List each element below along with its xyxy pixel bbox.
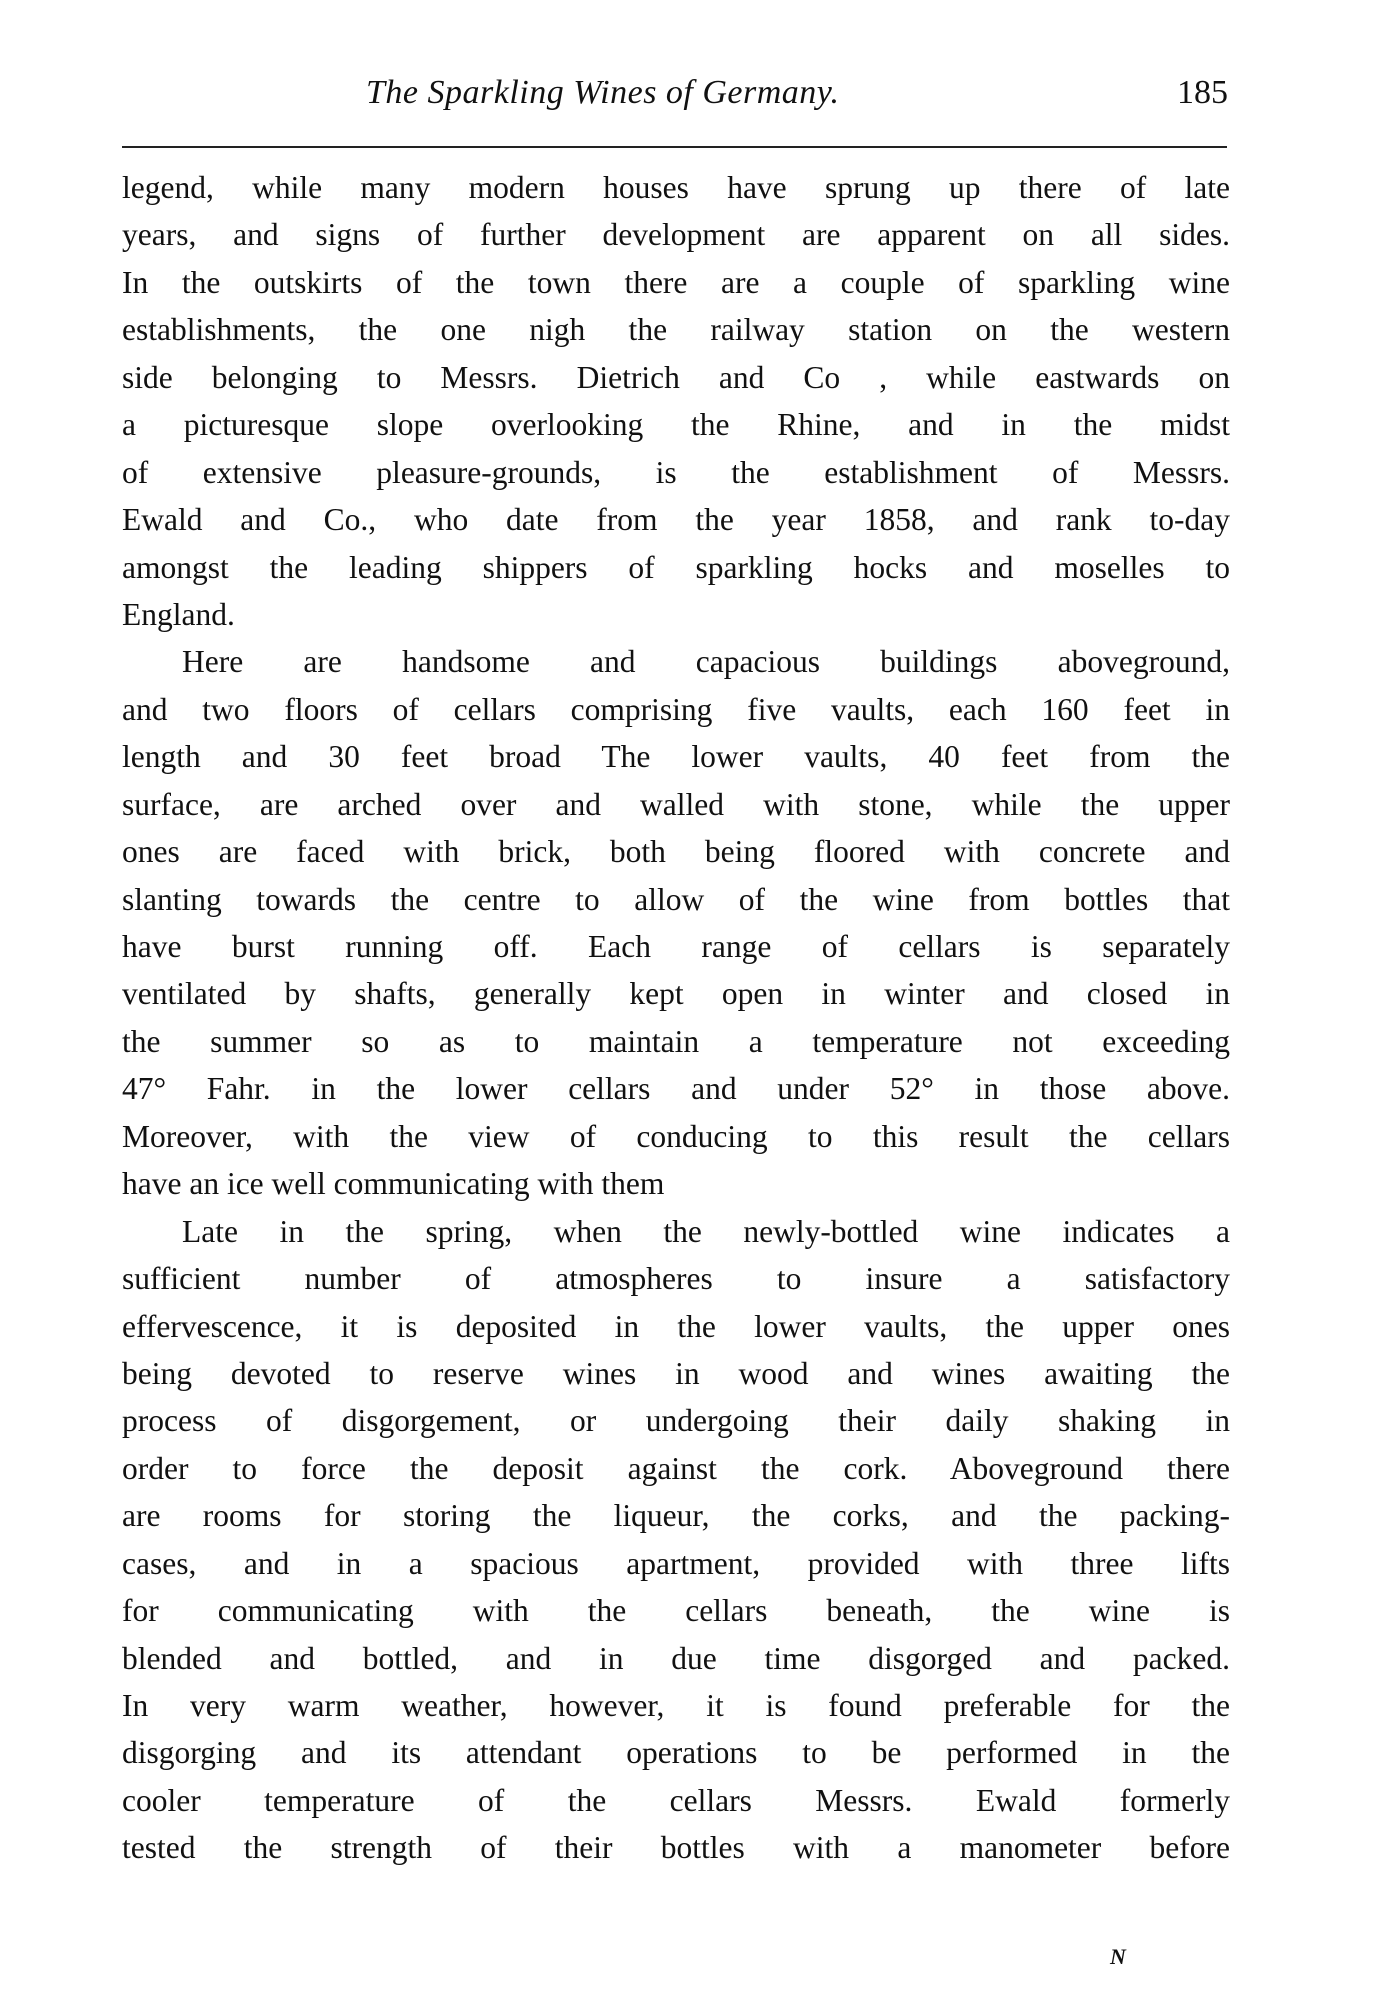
- text-line: sufficient number of atmospheres to insure a satisfactory: [122, 1261, 1230, 1297]
- page-number: 185: [1177, 74, 1228, 111]
- paragraph-start-line: Here are handsome and capacious buildings aboveground,: [182, 644, 1230, 680]
- text-line: and two floors of cellars comprising five vaults, each 160 feet in: [122, 691, 1230, 727]
- text-line: for communicating with the cellars beneath, the wine is: [122, 1593, 1230, 1629]
- signature-mark: N: [1110, 1944, 1126, 1969]
- text-line: amongst the leading shippers of sparkling hocks and moselles to: [122, 549, 1230, 585]
- text-line: order to force the deposit against the cork. Aboveground there: [122, 1450, 1230, 1486]
- text-line: have an ice well communicating with them: [122, 1166, 665, 1202]
- running-header: [121, 74, 1228, 126]
- text-line: surface, are arched over and walled with stone, while the upper: [122, 786, 1230, 822]
- text-line: Moreover, with the view of conducing to this result the cellars: [122, 1118, 1230, 1154]
- text-line: cooler temperature of the cellars Messrs. Ewald formerly: [122, 1782, 1230, 1818]
- paragraph-start-line: Late in the spring, when the newly-bottled wine indicates a: [182, 1213, 1230, 1249]
- text-line: are rooms for storing the liqueur, the corks, and the packing-: [122, 1498, 1230, 1534]
- text-line: have burst running off. Each range of cellars is separately: [122, 929, 1230, 964]
- text-line: years, and signs of further development are apparent on all sides.: [122, 217, 1230, 253]
- text-line: Ewald and Co., who date from the year 1858, and rank to-day: [122, 502, 1230, 538]
- text-line: blended and bottled, and in due time disgorged and packed.: [122, 1640, 1230, 1676]
- text-line: ventilated by shafts, generally kept open in winter and closed in: [122, 976, 1230, 1012]
- text-line: of extensive pleasure-grounds, is the establishment of Messrs.: [122, 454, 1230, 490]
- text-line: England.: [122, 596, 235, 632]
- text-line: a picturesque slope overlooking the Rhine, and in the midst: [122, 407, 1230, 443]
- text-line: effervescence, it is deposited in the lower vaults, the upper ones: [122, 1308, 1230, 1344]
- text-line: In the outskirts of the town there are a couple of sparkling wine: [122, 264, 1230, 300]
- text-line: side belonging to Messrs. Dietrich and Co , while eastwards on: [122, 359, 1230, 395]
- text-line: cases, and in a spacious apartment, provided with three lifts: [122, 1545, 1230, 1581]
- running-title: The Sparkling Wines of Germany.: [366, 74, 840, 111]
- text-line: disgorging and its attendant operations to be performed in the: [122, 1735, 1230, 1771]
- text-line: length and 30 feet broad The lower vaults, 40 feet from the: [122, 739, 1230, 775]
- header-rule: [122, 146, 1227, 148]
- text-line: legend, while many modern houses have sprung up there of late: [122, 170, 1230, 205]
- text-line: being devoted to reserve wines in wood and wines awaiting the: [122, 1355, 1230, 1391]
- text-line: slanting towards the centre to allow of the wine from bottles that: [122, 881, 1230, 917]
- text-line: ones are faced with brick, both being floored with concrete and: [122, 834, 1230, 870]
- text-line: tested the strength of their bottles with a manometer before: [122, 1830, 1230, 1866]
- text-line: 47° Fahr. in the lower cellars and under 52° in those above.: [122, 1071, 1230, 1107]
- text-line: In very warm weather, however, it is found preferable for the: [122, 1688, 1230, 1723]
- text-line: process of disgorgement, or undergoing their daily shaking in: [122, 1403, 1230, 1439]
- text-line: establishments, the one nigh the railway station on the western: [122, 312, 1230, 348]
- text-line: the summer so as to maintain a temperature not exceeding: [122, 1023, 1230, 1059]
- body-text: [122, 164, 1230, 1872]
